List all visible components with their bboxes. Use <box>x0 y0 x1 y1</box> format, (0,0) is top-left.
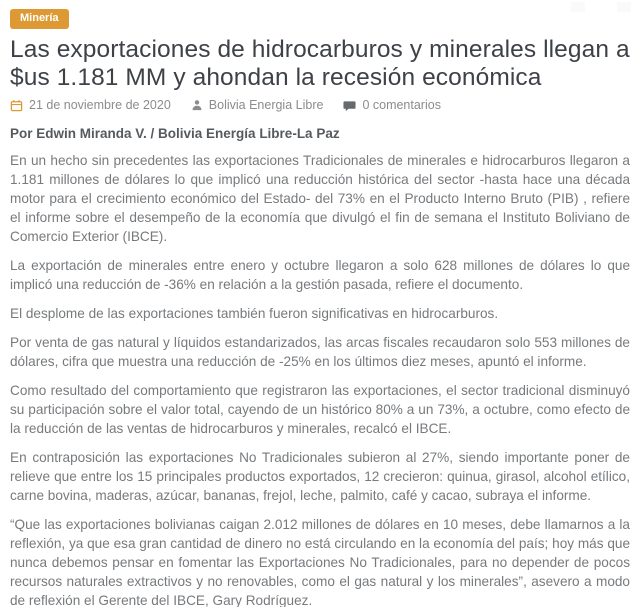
article-body <box>10 151 630 607</box>
article-paragraph: Como resultado del comportamiento que registraron las exportaciones, el sector tradicional disminuyó su participación sobre el valor total, cayendo de un histórico 80% a un 73%, a octubre, como efecto de la reducción de las ventas de hidrocarburos y minerales, recalcó el IBCE. <box>10 383 630 436</box>
article-paragraph: La exportación de minerales entre enero y octubre llegaron a solo 628 millones de dólares lo que implicó una reducción de -36% en relación a la gestión pasada, refiere el documento. <box>10 258 630 292</box>
meta-comments[interactable] <box>343 98 441 112</box>
meta-author-label: Bolivia Energia Libre <box>208 98 324 112</box>
article-paragraph: En contraposición las exportaciones No Tradicionales subieron al 27%, siendo importante poner de relieve que entre los 15 principales productos exportados, 12 crecieron: quinua, girasol, alcohol etílico, carne bovina, maderas, azúcar, bananas, frejol, leche, palmito, café y cacao, subraya el informe. <box>10 450 630 503</box>
article-meta <box>10 98 630 112</box>
meta-date-label: 21 de noviembre de 2020 <box>29 98 171 112</box>
meta-date <box>10 98 171 112</box>
page-artifact <box>571 2 585 12</box>
article-paragraph: Por venta de gas natural y líquidos estandarizados, las arcas fiscales recaudaron solo 553 millones de dólares, cifra que muestra una reducción de -25% en los últimos diez meses, apuntó el informe. <box>10 335 630 369</box>
article-paragraph: En un hecho sin precedentes las exportaciones Tradicionales de minerales e hidrocarburos llegaron a 1.181 millones de dólares lo que implicó una reducción histórica del sector -hasta hace una década motor para el crecimiento económico del Estado- del 73% en el Producto Interno Bruto (PIB) , refiere el informe sobre el desempeño de la economía que divulgó el fin de semana el Instituto Boliviano de Comercio Exterior (IBCE). <box>10 153 630 244</box>
person-icon <box>191 99 203 111</box>
comment-icon <box>343 99 356 112</box>
article-paragraph: El desplome de las exportaciones también fueron significativas en hidrocarburos. <box>10 306 499 321</box>
article-paragraph: “Que las exportaciones bolivianas caigan 2.012 millones de dólares en 10 meses, debe llamarnos a la reflexión, ya que esa gran cantidad de dinero no está circulando en la economía del país; hoy más que nunca debemos pensar en fomentar las Exportaciones No Tradicionales, para no depender de pocos recursos naturales extractivos y no renovables, como el gas natural y los minerales”, asevero a modo de reflexión el Gerente del IBCE, Gary Rodríguez. <box>10 517 630 607</box>
meta-author[interactable] <box>191 98 324 112</box>
category-tag-mineria[interactable]: Minería <box>10 9 69 29</box>
meta-comments-label: 0 comentarios <box>362 98 441 112</box>
calendar-icon <box>10 99 23 112</box>
page-artifact <box>617 2 631 12</box>
article-byline: Por Edwin Miranda V. / Bolivia Energía Libre-La Paz <box>10 126 340 141</box>
page-title: Las exportaciones de hidrocarburos y minerales llegan a $us 1.181 MM y ahondan la recesión económica <box>10 36 630 91</box>
